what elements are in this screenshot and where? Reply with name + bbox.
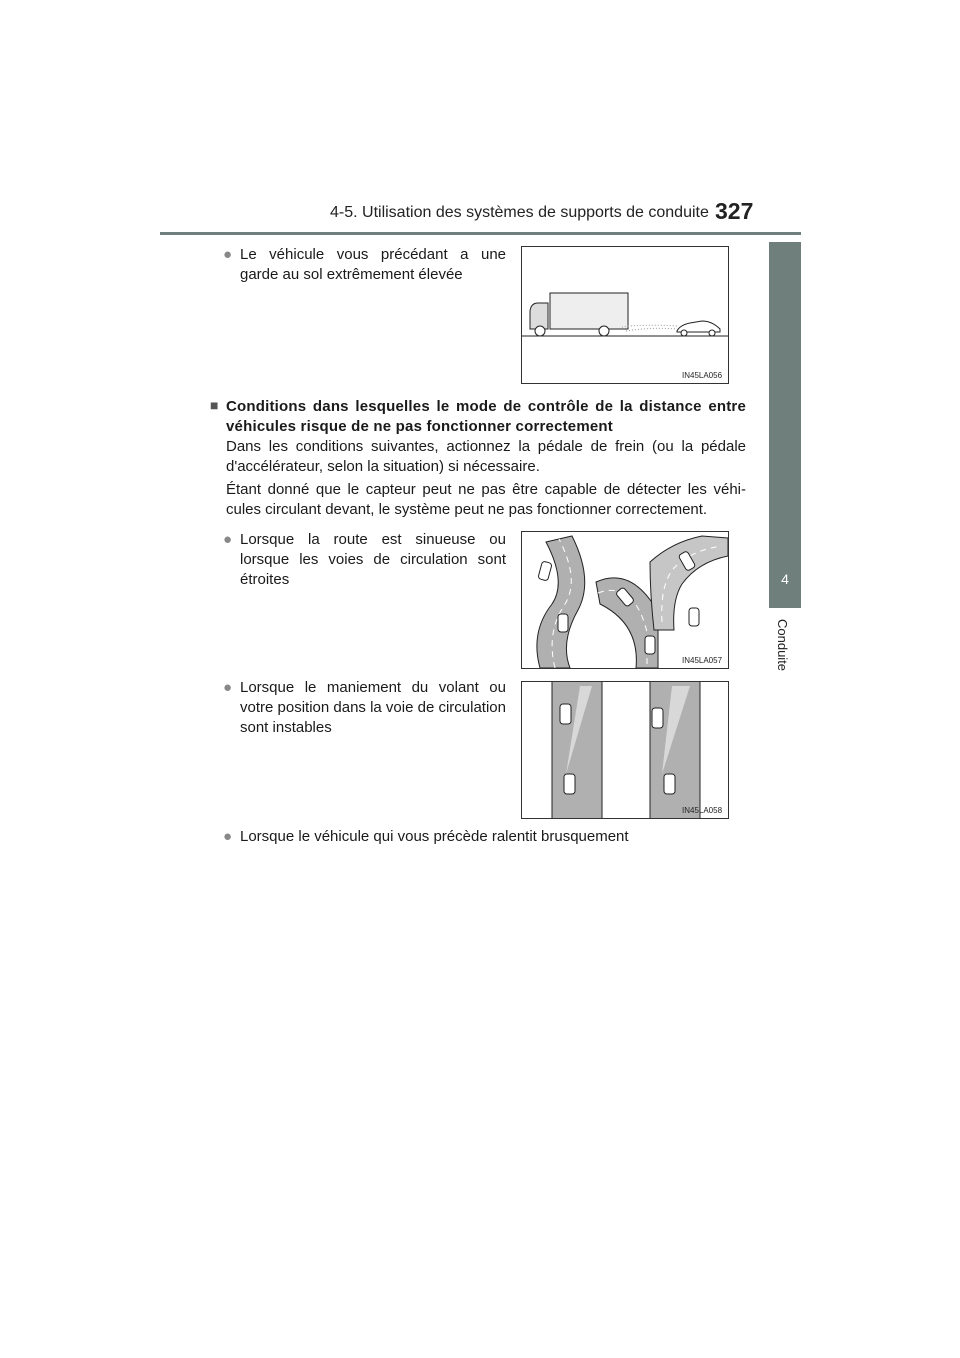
paragraph-brake-advice: Dans les conditions suivantes, actionnez la pédale de frein (ou la pédale d'accélérateur, selon la situation) si nécessaire. (226, 438, 746, 475)
chapter-tab (769, 242, 801, 608)
bullet-text: Lorsque le maniement du volant ou votre position dans la voie de circulation sont instables (240, 679, 506, 736)
paragraph-sensor-limit: Étant donné que le capteur peut ne pas être capable de détecter les véhi-cules circulant devant, le système peut ne pas fonctionner correctement. (226, 481, 746, 518)
chapter-label: Conduite (775, 619, 790, 672)
bullet-dot-icon: ● (223, 828, 233, 845)
bullet-dot-icon: ● (223, 531, 233, 548)
bullet-text: Lorsque la route est sinueuse ou lorsque les voies de circulation sont étroites (240, 531, 506, 588)
figure-code: IN45LA056 (682, 371, 723, 380)
bullet-dot-icon: ● (223, 246, 233, 263)
section-heading: Conditions dans lesquelles le mode de contrôle de la distance entre véhicules risque de ne pas fonctionner correctement (226, 398, 746, 435)
header-divider (160, 232, 801, 235)
bullet-winding-road (223, 530, 506, 590)
lane-position-illustration (522, 682, 728, 818)
section-square-icon: ■ (210, 397, 219, 413)
truck-sensor-illustration (522, 247, 728, 383)
curved-roads-illustration (522, 532, 728, 668)
header-section-title: 4-5. Utilisation des systèmes de supports de conduite (330, 204, 709, 221)
bullet-text: Le véhicule vous précédant a une garde au sol extrêmement élevée (240, 246, 506, 283)
figure-truck-clearance (521, 246, 729, 384)
bullet-dot-icon: ● (223, 679, 233, 696)
bullet-high-clearance (223, 245, 506, 285)
figure-code: IN45LA058 (682, 806, 723, 815)
chapter-number: 4 (781, 571, 789, 587)
bullet-sudden-slowdown (223, 827, 740, 847)
figure-winding-roads (521, 531, 729, 669)
figure-code: IN45LA057 (682, 656, 723, 665)
bullet-unstable-steering (223, 678, 506, 738)
figure-straight-lanes (521, 681, 729, 819)
page-number: 327 (715, 198, 754, 224)
bullet-text: Lorsque le véhicule qui vous précède ralentit brusquement (240, 828, 629, 845)
